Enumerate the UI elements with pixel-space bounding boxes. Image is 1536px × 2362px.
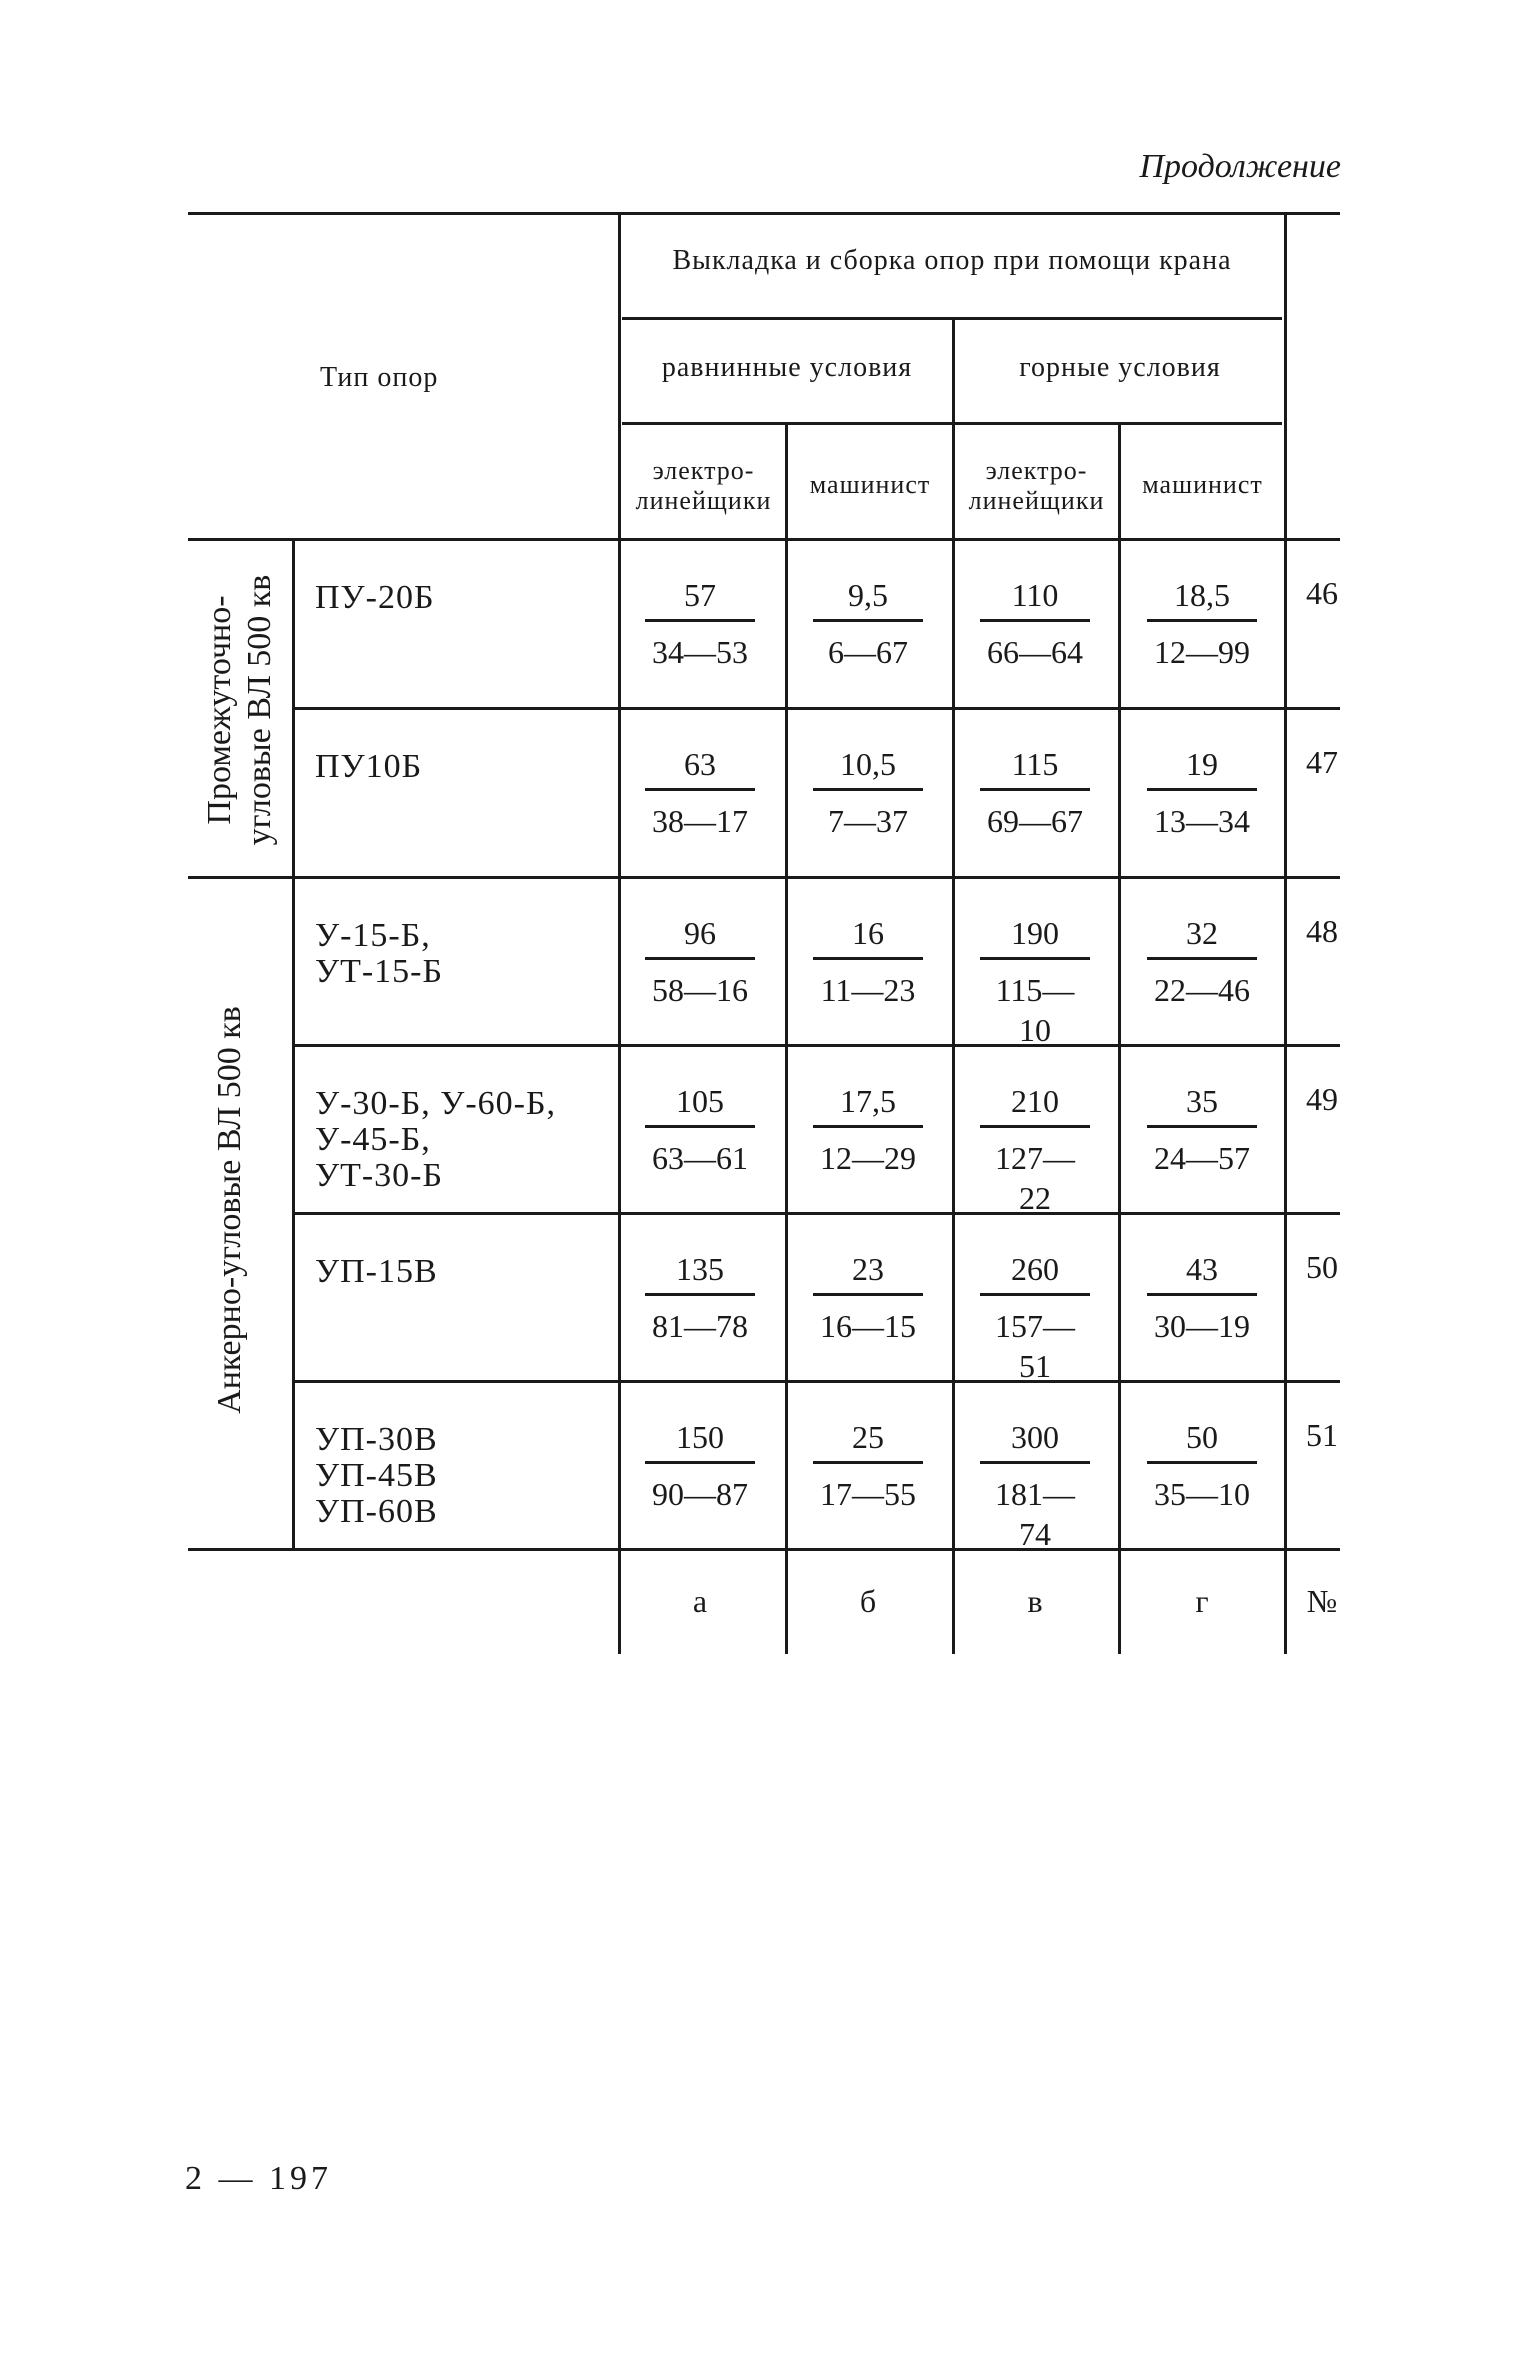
- fraction-bar: [645, 1125, 755, 1128]
- norm-value: 115: [1011, 746, 1059, 782]
- fraction-bar: [980, 957, 1090, 960]
- price-value: 81—78: [652, 1308, 748, 1344]
- price-value: 16—15: [820, 1308, 916, 1344]
- main-header: Выкладка и сборка опор при помощи крана: [672, 245, 1232, 276]
- fraction-cell-a: [645, 913, 755, 1010]
- fraction-bar: [1147, 619, 1257, 622]
- price-value: 12—99: [1154, 634, 1250, 670]
- price-value: 181—74: [995, 1476, 1075, 1552]
- fraction-cell-d: [1147, 913, 1257, 1010]
- price-value: 11—23: [820, 972, 916, 1008]
- norm-value: 32: [1186, 915, 1218, 951]
- fraction-bar: [980, 1293, 1090, 1296]
- norm-value: 23: [852, 1251, 884, 1287]
- row-number: 50: [1306, 1249, 1338, 1285]
- group-column-line: [292, 540, 295, 1548]
- price-value: 38—17: [652, 803, 748, 839]
- mountain-conditions-header: горные условия: [1019, 352, 1221, 383]
- norm-value: 96: [684, 915, 716, 951]
- price-value: 6—67: [828, 634, 908, 670]
- page-number: 2 — 197: [185, 2160, 332, 2197]
- price-value: 35—10: [1154, 1476, 1250, 1512]
- fraction-cell-d: [1147, 744, 1257, 841]
- fraction-cell-b: [813, 913, 923, 1010]
- row-type-name: УП-30В УП-45В УП-60В: [315, 1421, 438, 1530]
- row-separator-3: [295, 1212, 1340, 1215]
- row-type-name: УП-15В: [315, 1253, 438, 1290]
- fraction-cell-a: [645, 744, 755, 841]
- price-value: 66—64: [987, 634, 1083, 670]
- fraction-cell-a: [645, 1417, 755, 1514]
- fraction-cell-c: [980, 1417, 1090, 1552]
- norm-value: 43: [1186, 1251, 1218, 1287]
- fraction-cell-c: [980, 1249, 1090, 1384]
- price-value: 17—55: [820, 1476, 916, 1512]
- fraction-bar: [813, 1125, 923, 1128]
- fraction-cell-a: [645, 575, 755, 672]
- norm-value: 57: [684, 577, 716, 613]
- row-separator-1: [295, 707, 1340, 710]
- type-column-header: Тип опор: [320, 362, 439, 393]
- fraction-cell-b: [813, 1081, 923, 1178]
- fraction-cell-b: [813, 1417, 923, 1514]
- norm-value: 135: [676, 1251, 724, 1287]
- table-top-rule: [188, 212, 1340, 215]
- price-value: 12—29: [820, 1140, 916, 1176]
- fraction-cell-d: [1147, 1081, 1257, 1178]
- group-title-line2: угловые ВЛ 500 кв: [241, 574, 278, 846]
- fraction-bar: [645, 788, 755, 791]
- footer-label-b: б: [859, 1583, 877, 1619]
- row-separator-2: [295, 1044, 1340, 1047]
- price-value: 30—19: [1154, 1308, 1250, 1344]
- mountain-divider-line: [952, 320, 955, 1654]
- group-title-anchor: [210, 950, 250, 1470]
- fraction-bar: [813, 1293, 923, 1296]
- fraction-cell-b: [813, 744, 923, 841]
- col-d-line: [1118, 424, 1121, 1654]
- norm-value: 35: [1186, 1083, 1218, 1119]
- price-value: 34—53: [652, 634, 748, 670]
- electro-mountain-header: электро- линейщики: [968, 456, 1105, 515]
- fraction-cell-c: [980, 744, 1090, 841]
- row-separator-4: [295, 1380, 1340, 1383]
- row-type-name: У-15-Б, УТ-15-Б: [315, 917, 444, 990]
- price-value: 127—22: [995, 1140, 1075, 1216]
- flat-conditions-header: равнинные условия: [661, 352, 913, 383]
- norm-value: 260: [1011, 1251, 1059, 1287]
- norm-value: 190: [1011, 915, 1059, 951]
- fraction-bar: [813, 619, 923, 622]
- fraction-bar: [1147, 1125, 1257, 1128]
- machinist-mountain-header: машинист: [1142, 470, 1263, 499]
- footer-label-c: в: [1027, 1583, 1043, 1619]
- norm-value: 9,5: [848, 577, 888, 613]
- fraction-bar: [813, 1461, 923, 1464]
- fraction-cell-b: [813, 1249, 923, 1346]
- price-value: 115—10: [995, 972, 1075, 1048]
- fraction-bar: [813, 788, 923, 791]
- fraction-cell-d: [1147, 1249, 1257, 1346]
- price-value: 7—37: [828, 803, 908, 839]
- footer-label-d: г: [1195, 1583, 1209, 1619]
- row-type-name: ПУ10Б: [315, 748, 423, 785]
- fraction-bar: [645, 957, 755, 960]
- col-b-line: [785, 424, 788, 1654]
- norm-value: 25: [852, 1419, 884, 1455]
- fraction-cell-c: [980, 575, 1090, 672]
- row-number: 46: [1306, 575, 1338, 611]
- group-divider-rule: [188, 876, 1340, 879]
- price-value: 69—67: [987, 803, 1083, 839]
- group-title-line1: Промежуточно-: [201, 595, 238, 825]
- price-value: 22—46: [1154, 972, 1250, 1008]
- norm-value: 300: [1011, 1419, 1059, 1455]
- norm-value: 17,5: [840, 1083, 896, 1119]
- fraction-cell-b: [813, 575, 923, 672]
- continuation-label: Продолжение: [1139, 148, 1341, 185]
- fraction-bar: [1147, 957, 1257, 960]
- price-value: 58—16: [652, 972, 748, 1008]
- fraction-bar: [980, 788, 1090, 791]
- table-bottom-rule: [188, 1548, 1340, 1551]
- number-column-line: [1284, 214, 1287, 1654]
- fraction-bar: [980, 1461, 1090, 1464]
- row-number: 49: [1306, 1081, 1338, 1117]
- fraction-bar: [1147, 788, 1257, 791]
- group-title-line1: Анкерно-угловые ВЛ 500 кв: [211, 1006, 248, 1414]
- machinist-flat-header: машинист: [809, 470, 931, 499]
- fraction-bar: [645, 1461, 755, 1464]
- norm-value: 150: [676, 1419, 724, 1455]
- fraction-bar: [980, 619, 1090, 622]
- fraction-bar: [645, 619, 755, 622]
- price-value: 24—57: [1154, 1140, 1250, 1176]
- row-number: 51: [1306, 1417, 1338, 1453]
- fraction-cell-d: [1147, 1417, 1257, 1514]
- norm-value: 50: [1186, 1419, 1218, 1455]
- fraction-cell-a: [645, 1081, 755, 1178]
- norm-value: 110: [1011, 577, 1059, 613]
- norm-value: 63: [684, 746, 716, 782]
- norm-value: 16: [852, 915, 884, 951]
- fraction-bar: [1147, 1293, 1257, 1296]
- norm-value: 105: [676, 1083, 724, 1119]
- row-number: 47: [1306, 744, 1338, 780]
- price-value: 13—34: [1154, 803, 1250, 839]
- price-value: 90—87: [652, 1476, 748, 1512]
- norm-value: 210: [1011, 1083, 1059, 1119]
- fraction-bar: [645, 1293, 755, 1296]
- fraction-cell-c: [980, 913, 1090, 1048]
- fraction-cell-c: [980, 1081, 1090, 1216]
- footer-label-number: №: [1306, 1583, 1338, 1619]
- fraction-bar: [980, 1125, 1090, 1128]
- fraction-bar: [1147, 1461, 1257, 1464]
- norm-value: 18,5: [1174, 577, 1230, 613]
- fraction-bar: [813, 957, 923, 960]
- row-type-name: ПУ-20Б: [315, 579, 435, 616]
- group-title-intermediate: [200, 525, 280, 895]
- type-column-line: [618, 214, 621, 1654]
- norm-value: 19: [1186, 746, 1218, 782]
- fraction-cell-a: [645, 1249, 755, 1346]
- norm-value: 10,5: [840, 746, 896, 782]
- header-bottom-rule: [188, 538, 1340, 541]
- price-value: 63—61: [652, 1140, 748, 1176]
- price-value: 157—51: [995, 1308, 1075, 1384]
- electro-flat-header: электро- линейщики: [635, 456, 772, 515]
- row-number: 48: [1306, 913, 1338, 949]
- fraction-cell-d: [1147, 575, 1257, 672]
- footer-label-a: а: [692, 1583, 708, 1619]
- row-type-name: У-30-Б, У-60-Б, У-45-Б, УТ-30-Б: [315, 1085, 556, 1194]
